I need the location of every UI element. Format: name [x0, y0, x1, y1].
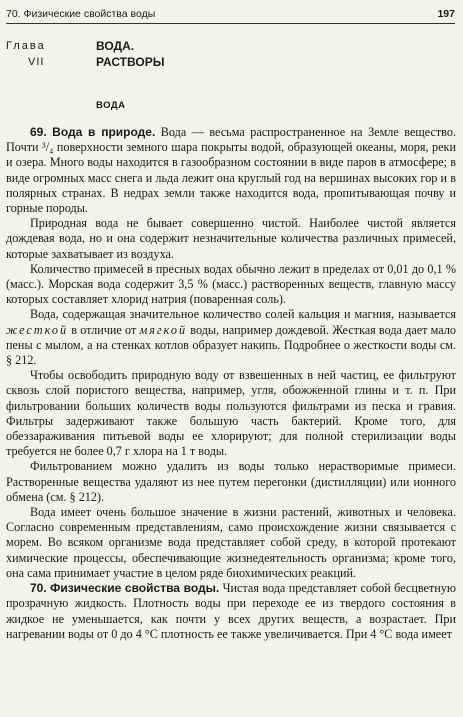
chapter-word: Глава — [6, 40, 46, 52]
chapter-title-line2: РАСТВОРЫ — [96, 55, 165, 69]
running-head — [6, 5, 455, 24]
body-text — [6, 125, 456, 642]
paragraph: Природная вода не бывает совершенно чистой. Наиболее чистой является дождевая вода, но и она содержит незначительные количества различных примесей, которые захватывает из воздуха. — [6, 216, 456, 261]
paragraph-heading: Физические свойства воды. — [50, 581, 220, 596]
paragraph-70 — [6, 581, 456, 642]
chapter-label — [6, 38, 66, 70]
page-number: 197 — [437, 8, 455, 20]
emphasis-term: жесткой — [6, 322, 69, 337]
paragraph-number: 70. — [30, 581, 47, 596]
paragraph-text: Вода, содержащая значительное количество солей кальция и магния, называется — [30, 307, 456, 322]
paragraph-number: 69. — [30, 125, 47, 139]
chapter-title — [96, 38, 164, 70]
section-title: ВОДА — [96, 100, 126, 111]
paragraph-text: Вода — весьма распространенное на Земле вещество. Почти ³/₄ поверхности земного шара покрыты водой, образующей океаны, моря, реки и озера. Много воды находится в газообразном состоянии в виде паров в атмосфере; в виде огромных масс снега и льда лежит она круглый год на вершинах высоких гор и в полярных странах. В недрах земли также находится вода, пропитывающая почву и горные породы. — [6, 125, 456, 216]
chapter-number: VII — [28, 56, 45, 68]
running-head-title: 70. Физические свойства воды — [6, 8, 156, 20]
paragraph: Количество примесей в пресных водах обычно лежит в пределах от 0,01 до 0,1 % (масс.). Морская вода содержит 3,5 % (масс.) растворенных веществ, главную массу которых составляет хлорид натрия (поваренная соль). — [6, 261, 456, 307]
chapter-title-line1: ВОДА. — [96, 39, 135, 53]
paragraph: Вода имеет очень большое значение в жизни растений, животных и человека. Согласно современным представлениям, само происхождение жизни связывается с морем. Во всяком организме вода представляет собой среду, в которой протекают химические процессы, обеспечивающие жизнедеятельность организма; кроме того, она сама принимает участие в целом ряде биохимических реакций. — [6, 505, 456, 580]
paragraph-text: в отличие от — [68, 322, 140, 337]
paragraph: Чтобы освободить природную воду от взвешенных в ней частиц, ее фильтруют сквозь слой пористого вещества, например, угля, обожженной глины и т. п. При фильтровании больших количеств воды пользуются фильтрами из песка и гравия. Фильтры задерживают также большую часть бактерий. Кроме того, для обеззараживания питьевой воды ее хлорируют; для полной стерилизации воды требуется не более 0,7 г хлора на 1 т воды. — [6, 368, 456, 459]
paragraph: Фильтрованием можно удалить из воды только нерастворимые примеси. Растворенные вещества удаляют из нее путем перегонки (дистилляции) или ионного обмена (см. § 212). — [6, 459, 456, 504]
paragraph-text: Чистая вода представляет собой бесцветную прозрачную жидкость. Плотность воды при переходе ее из твердого состояния в жидкое не уменьшается, как почти у всех других веществ, а возрастает. При нагревании воды от 0 до 4 °C плотность ее также увеличивается. При 4 °C вода имеет — [6, 581, 456, 641]
chapter-heading — [6, 38, 456, 78]
paragraph-text: воды, например дождевой. Жесткая вода дает мало пены с мылом, а на стенках котлов образует накипь. Подробнее о жесткости воды см. § 212. — [6, 322, 456, 368]
paragraph — [6, 307, 456, 368]
paragraph-heading: Вода в природе. — [52, 125, 156, 139]
emphasis-term: мягкой — [139, 322, 188, 337]
paragraph-69 — [6, 125, 456, 216]
